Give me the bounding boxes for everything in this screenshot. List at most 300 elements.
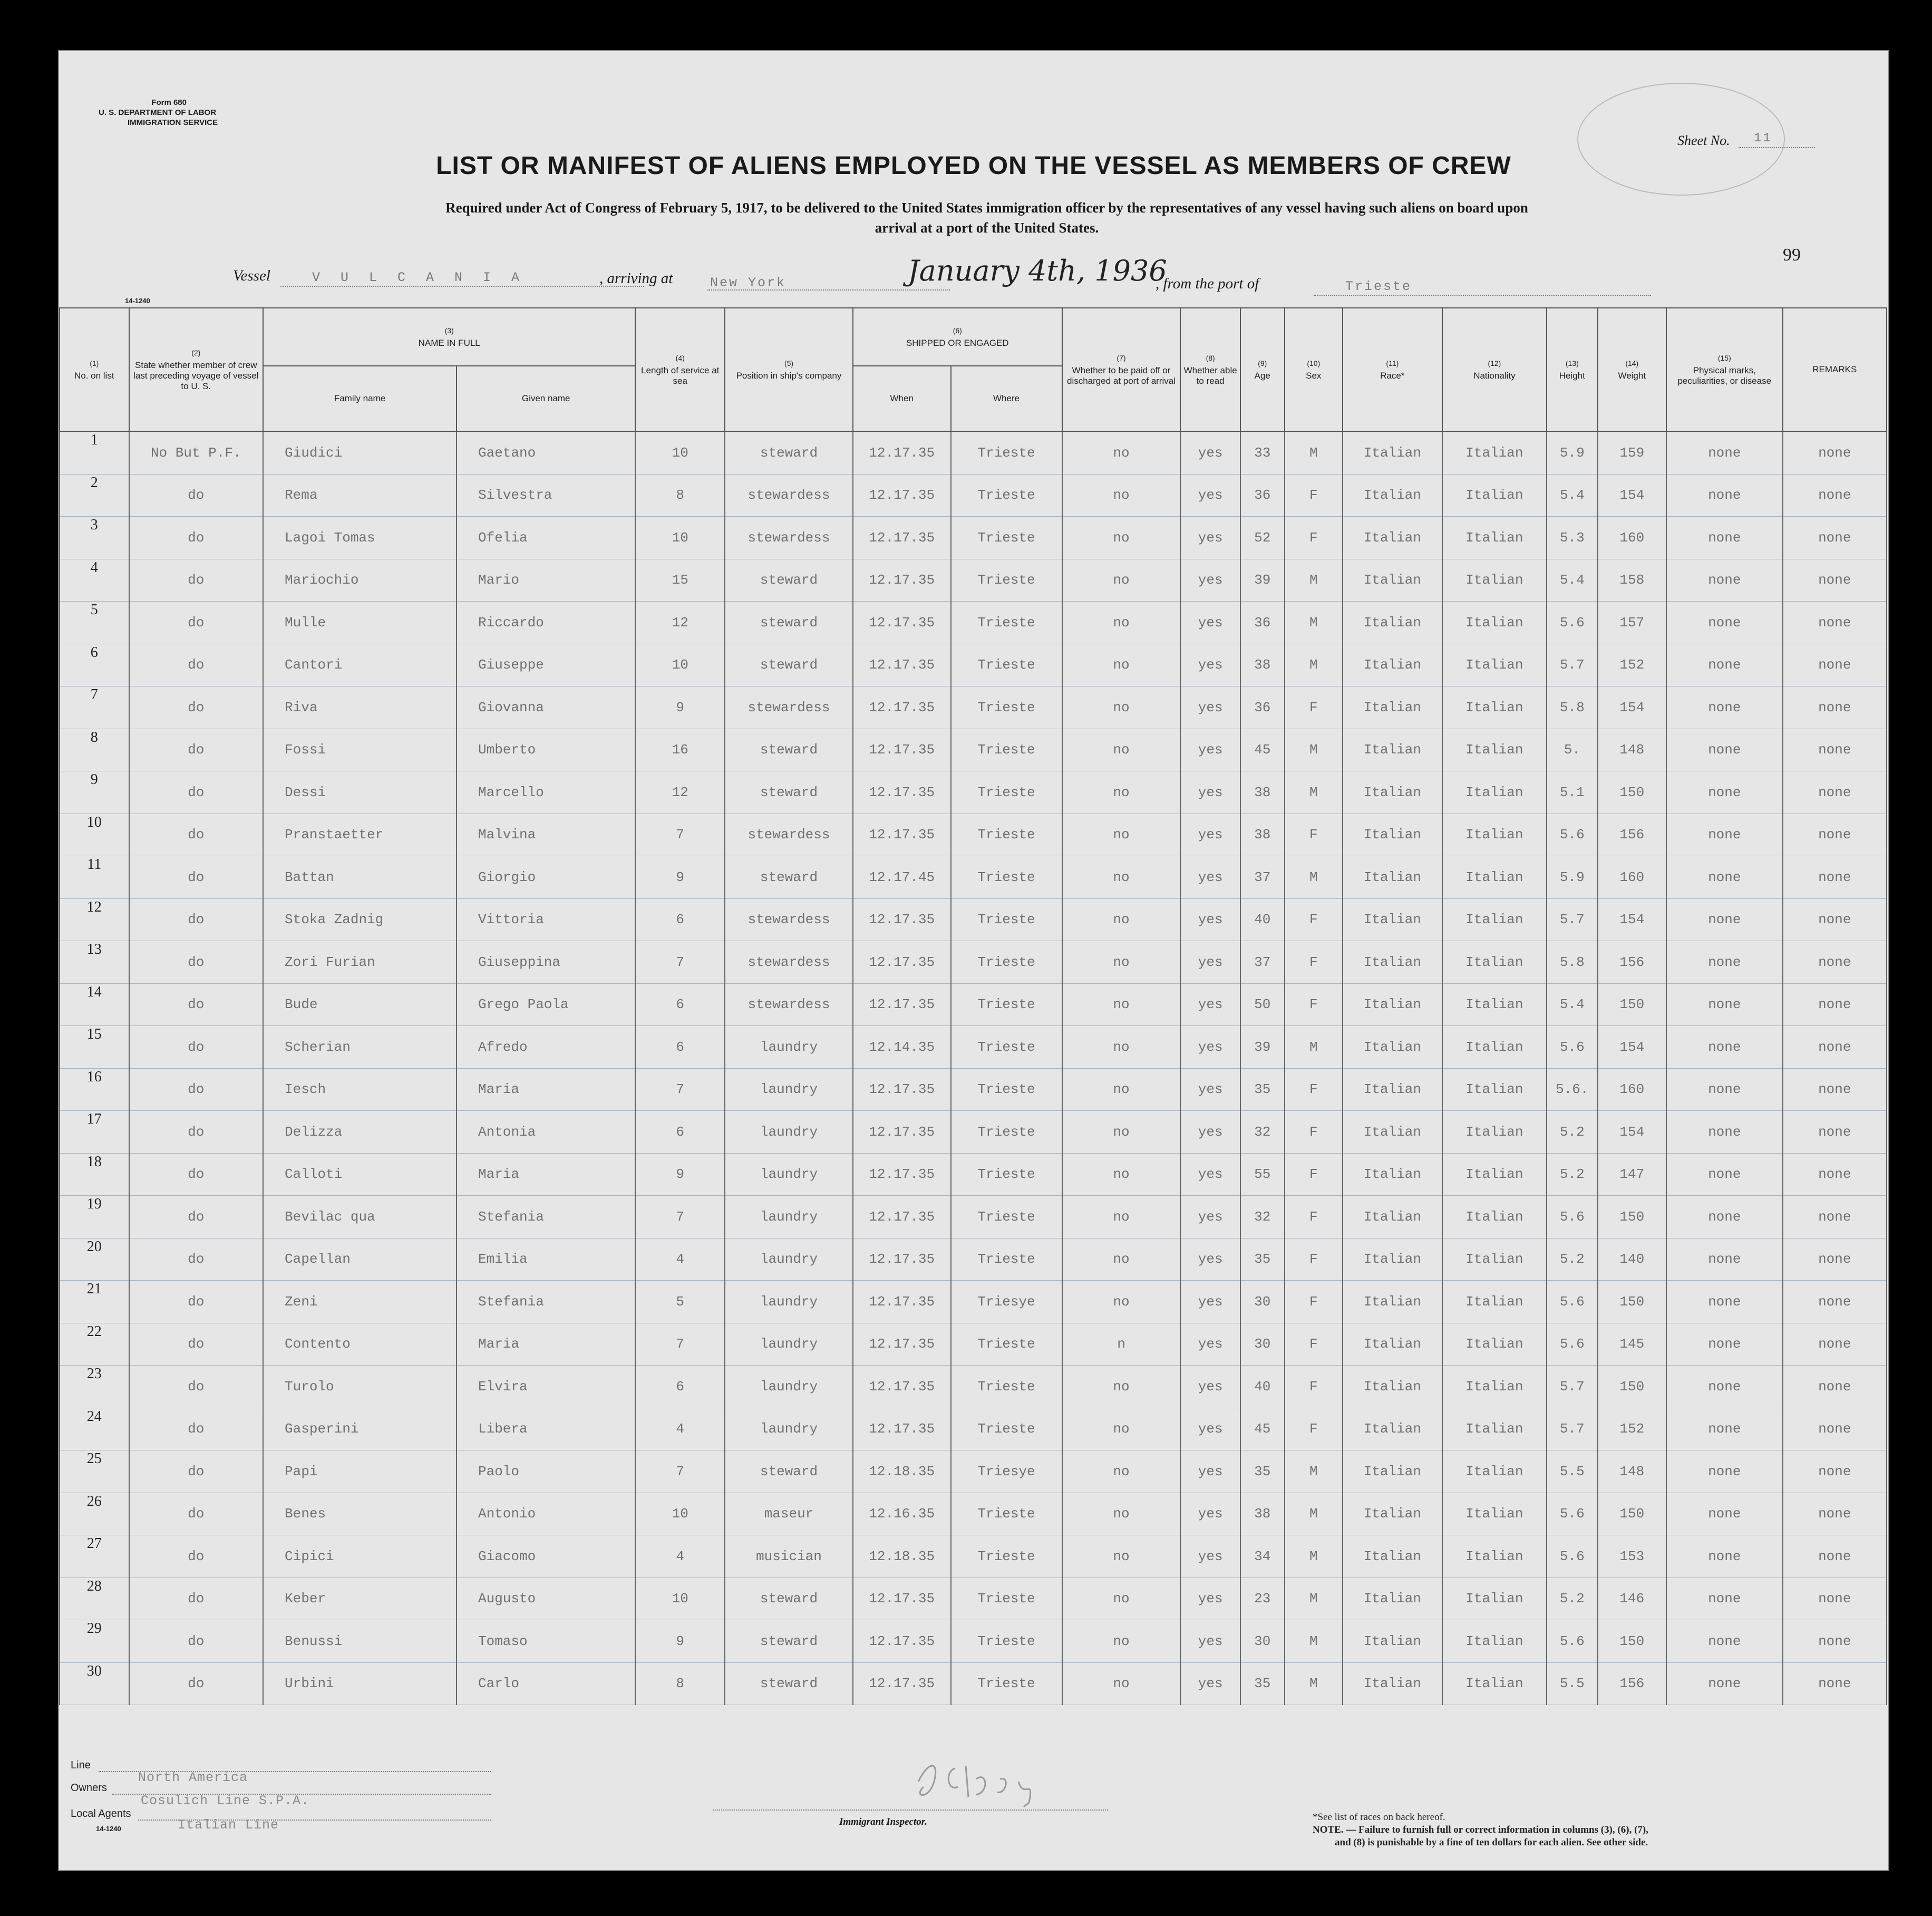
previous-voyage-cell: do [129,1323,264,1366]
physical-marks-cell: none [1666,1366,1783,1408]
position-cell: steward [725,1662,853,1705]
age-cell: 37 [1240,941,1285,984]
shipped-when-cell: 12.17.35 [853,474,951,517]
subtitle-line-2: arrival at a port of the United States. [875,220,1099,236]
sex-cell: M [1285,1662,1343,1705]
sex-cell: F [1285,898,1343,941]
row-number-cell: 17 [60,1111,129,1154]
age-cell: 35 [1240,1450,1285,1493]
row-number-cell: 29 [60,1620,129,1663]
row-number-cell: 3 [60,517,129,559]
row-number-cell: 6 [60,644,129,686]
arrival-date: January 4th, 1936 [908,254,1167,287]
table-row [60,559,1887,602]
family-name-cell: Capellan [263,1238,457,1281]
age-cell: 55 [1240,1153,1285,1196]
remarks-cell: none [1783,856,1887,899]
height-cell: 5.6 [1547,1196,1598,1238]
race-cell: Italian [1343,1578,1442,1620]
remarks-cell: none [1783,898,1887,941]
family-name-cell: Scherian [263,1026,457,1069]
length-of-service-cell: 10 [635,1578,725,1620]
position-cell: laundry [725,1153,853,1196]
shipped-where-cell: Trieste [951,1578,1062,1620]
age-cell: 36 [1240,474,1285,517]
given-name-cell: Stefania [457,1196,635,1238]
position-cell: stewardess [725,517,853,559]
paid-off-cell: no [1062,517,1181,559]
nationality-cell: Italian [1442,1408,1547,1450]
height-cell: 5.6 [1547,1535,1598,1578]
form-code-bottom: 14-1240 [96,1825,121,1833]
family-name-cell: Stoka Zadnig [263,898,457,941]
shipped-when-cell: 12.17.35 [853,1578,951,1620]
weight-cell: 148 [1598,1450,1666,1493]
previous-voyage-cell: do [129,1196,264,1238]
weight-cell: 152 [1598,1408,1666,1450]
able-to-read-cell: yes [1180,1281,1240,1323]
shipped-where-cell: Trieste [951,474,1062,517]
paid-off-cell: n [1062,1323,1181,1366]
sex-cell: M [1285,431,1343,474]
sheet-label: Sheet No. [1677,133,1730,148]
shipped-when-cell: 12.17.35 [853,729,951,771]
family-name-cell: Calloti [263,1153,457,1196]
previous-voyage-cell: do [129,898,264,941]
age-cell: 37 [1240,856,1285,899]
vessel-label: Vessel [233,267,270,284]
paid-off-cell: no [1062,814,1181,856]
nationality-cell: Italian [1442,856,1547,899]
nationality-cell: Italian [1442,983,1547,1026]
weight-cell: 154 [1598,1111,1666,1154]
row-number-cell: 4 [60,559,129,602]
race-cell: Italian [1343,602,1442,644]
able-to-read-cell: yes [1180,517,1240,559]
previous-voyage-cell: do [129,1366,264,1408]
previous-voyage-cell: do [129,1026,264,1069]
table-row [60,898,1887,941]
shipped-where-cell: Triesye [951,1281,1062,1323]
paid-off-cell: no [1062,559,1181,602]
length-of-service-cell: 6 [635,983,725,1026]
height-cell: 5.9 [1547,856,1598,899]
able-to-read-cell: yes [1180,1323,1240,1366]
shipped-where-cell: Trieste [951,856,1062,899]
shipped-when-cell: 12.17.35 [853,431,951,474]
weight-cell: 160 [1598,517,1666,559]
nationality-cell: Italian [1442,602,1547,644]
shipped-where-cell: Trieste [951,559,1062,602]
penalty-note-line-2: and (8) is punishable by a fine of ten dollars for each alien. See other side. [1335,1837,1648,1848]
table-row [60,771,1887,814]
previous-voyage-cell: do [129,1493,264,1535]
paid-off-cell: no [1062,644,1181,686]
length-of-service-cell: 10 [635,517,725,559]
able-to-read-cell: yes [1180,856,1240,899]
previous-voyage-cell: do [129,1238,264,1281]
age-cell: 38 [1240,644,1285,686]
header-shipped-or-engaged: (6) SHIPPED OR ENGAGED [853,308,1062,366]
row-number-cell: 16 [60,1068,129,1111]
nationality-cell: Italian [1442,686,1547,729]
position-cell: steward [725,644,853,686]
shipped-when-cell: 12.16.35 [853,1493,951,1535]
family-name-cell: Mariochio [263,559,457,602]
position-cell: steward [725,771,853,814]
race-cell: Italian [1343,1323,1442,1366]
previous-voyage-cell: do [129,771,264,814]
race-cell: Italian [1343,856,1442,899]
remarks-cell: none [1783,1493,1887,1535]
family-name-cell: Contento [263,1323,457,1366]
previous-voyage-cell: do [129,517,264,559]
given-name-cell: Giuseppina [457,941,635,984]
weight-cell: 150 [1598,1493,1666,1535]
able-to-read-cell: yes [1180,1662,1240,1705]
shipped-when-cell: 12.17.35 [853,983,951,1026]
age-cell: 36 [1240,686,1285,729]
given-name-cell: Afredo [457,1026,635,1069]
shipped-when-cell: 12.17.35 [853,1408,951,1450]
nationality-cell: Italian [1442,1366,1547,1408]
height-cell: 5.3 [1547,517,1598,559]
family-name-cell: Benes [263,1493,457,1535]
able-to-read-cell: yes [1180,814,1240,856]
remarks-cell: none [1783,941,1887,984]
table-row [60,1026,1887,1069]
given-name-cell: Vittoria [457,898,635,941]
weight-cell: 160 [1598,856,1666,899]
race-cell: Italian [1343,559,1442,602]
paid-off-cell: no [1062,1578,1181,1620]
shipped-where-cell: Trieste [951,729,1062,771]
race-cell: Italian [1343,1493,1442,1535]
family-name-cell: Bude [263,983,457,1026]
race-cell: Italian [1343,729,1442,771]
age-cell: 30 [1240,1620,1285,1663]
previous-voyage-cell: do [129,1450,264,1493]
position-cell: laundry [725,1238,853,1281]
table-row [60,856,1887,899]
header-height: (13) Height [1547,308,1598,431]
paid-off-cell: no [1062,1068,1181,1111]
previous-voyage-cell: do [129,941,264,984]
weight-cell: 146 [1598,1578,1666,1620]
length-of-service-cell: 7 [635,1196,725,1238]
header-previous-voyage: (2) State whether member of crew last preceding voyage of vessel to U. S. [129,308,264,431]
family-name-cell: Delizza [263,1111,457,1154]
row-number-cell: 8 [60,729,129,771]
previous-voyage-cell: do [129,559,264,602]
table-row [60,644,1887,686]
header-able-to-read: (8) Whether able to read [1180,308,1240,431]
race-cell: Italian [1343,1535,1442,1578]
length-of-service-cell: 6 [635,1026,725,1069]
age-cell: 40 [1240,898,1285,941]
given-name-cell: Stefania [457,1281,635,1323]
family-name-cell: Battan [263,856,457,899]
race-cell: Italian [1343,1408,1442,1450]
given-name-cell: Maria [457,1323,635,1366]
shipped-where-cell: Trieste [951,1366,1062,1408]
shipped-where-cell: Trieste [951,1111,1062,1154]
row-number-cell: 7 [60,686,129,729]
length-of-service-cell: 7 [635,1323,725,1366]
shipped-when-cell: 12.17.35 [853,941,951,984]
inspector-label: Immigrant Inspector. [839,1816,927,1827]
race-cell: Italian [1343,941,1442,984]
given-name-cell: Gaetano [457,431,635,474]
remarks-cell: none [1783,559,1887,602]
shipped-when-cell: 12.18.35 [853,1450,951,1493]
remarks-cell: none [1783,771,1887,814]
able-to-read-cell: yes [1180,1026,1240,1069]
race-cell: Italian [1343,1662,1442,1705]
sex-cell: M [1285,1493,1343,1535]
paid-off-cell: no [1062,602,1181,644]
height-cell: 5.5 [1547,1450,1598,1493]
shipped-when-cell: 12.17.35 [853,898,951,941]
nationality-cell: Italian [1442,644,1547,686]
position-cell: stewardess [725,814,853,856]
height-cell: 5.6 [1547,814,1598,856]
header-sex: (10) Sex [1285,308,1343,431]
shipped-when-cell: 12.17.35 [853,559,951,602]
height-cell: 5.7 [1547,1408,1598,1450]
nationality-cell: Italian [1442,1662,1547,1705]
shipped-when-cell: 12.17.35 [853,1662,951,1705]
able-to-read-cell: yes [1180,474,1240,517]
weight-cell: 150 [1598,1196,1666,1238]
nationality-cell: Italian [1442,431,1547,474]
age-cell: 35 [1240,1238,1285,1281]
header-where: Where [951,366,1062,431]
paid-off-cell: no [1062,941,1181,984]
agents-value: Italian Line [178,1817,279,1833]
table-row [60,1620,1887,1663]
nationality-cell: Italian [1442,1196,1547,1238]
shipped-when-cell: 12.17.35 [853,814,951,856]
row-number-cell: 9 [60,771,129,814]
weight-cell: 150 [1598,771,1666,814]
position-cell: steward [725,856,853,899]
weight-cell: 150 [1598,1620,1666,1663]
race-cell: Italian [1343,1450,1442,1493]
paid-off-cell: no [1062,1493,1181,1535]
able-to-read-cell: yes [1180,431,1240,474]
shipped-where-cell: Trieste [951,1068,1062,1111]
position-cell: steward [725,431,853,474]
length-of-service-cell: 7 [635,1068,725,1111]
shipped-when-cell: 12.18.35 [853,1535,951,1578]
physical-marks-cell: none [1666,1196,1783,1238]
physical-marks-cell: none [1666,814,1783,856]
able-to-read-cell: yes [1180,644,1240,686]
sex-cell: F [1285,941,1343,984]
position-cell: maseur [725,1493,853,1535]
shipped-where-cell: Trieste [951,1026,1062,1069]
shipped-where-cell: Trieste [951,771,1062,814]
nationality-cell: Italian [1442,1026,1547,1069]
able-to-read-cell: yes [1180,1450,1240,1493]
row-number-cell: 2 [60,474,129,517]
length-of-service-cell: 6 [635,1111,725,1154]
sex-cell: M [1285,856,1343,899]
height-cell: 5.6. [1547,1068,1598,1111]
physical-marks-cell: none [1666,602,1783,644]
height-cell: 5. [1547,729,1598,771]
previous-voyage-cell: do [129,1408,264,1450]
sex-cell: M [1285,771,1343,814]
weight-cell: 150 [1598,1366,1666,1408]
header-race: (11) Race* [1343,308,1442,431]
nationality-cell: Italian [1442,474,1547,517]
physical-marks-cell: none [1666,1068,1783,1111]
height-cell: 5.9 [1547,431,1598,474]
table-row [60,1535,1887,1578]
race-cell: Italian [1343,644,1442,686]
table-row [60,686,1887,729]
nationality-cell: Italian [1442,1238,1547,1281]
age-cell: 45 [1240,1408,1285,1450]
length-of-service-cell: 9 [635,1620,725,1663]
weight-cell: 156 [1598,941,1666,984]
position-cell: steward [725,602,853,644]
remarks-cell: none [1783,517,1887,559]
header-length-of-service: (4) Length of service at sea [635,308,725,431]
nationality-cell: Italian [1442,1620,1547,1663]
race-cell: Italian [1343,1026,1442,1069]
penalty-note-line-1: NOTE. — Failure to furnish full or correct information in columns (3), (6), (7), [1313,1824,1648,1835]
nationality-cell: Italian [1442,1535,1547,1578]
row-number-cell: 25 [60,1450,129,1493]
length-of-service-cell: 12 [635,771,725,814]
height-cell: 5.7 [1547,898,1598,941]
remarks-cell: none [1783,1111,1887,1154]
shipped-when-cell: 12.17.35 [853,644,951,686]
given-name-cell: Giovanna [457,686,635,729]
table-row [60,1238,1887,1281]
race-cell: Italian [1343,1153,1442,1196]
manifest-sheet [58,50,1889,1871]
shipped-when-cell: 12.17.35 [853,1196,951,1238]
nationality-cell: Italian [1442,898,1547,941]
shipped-where-cell: Trieste [951,1493,1062,1535]
row-number-cell: 26 [60,1493,129,1535]
previous-voyage-cell: do [129,602,264,644]
race-cell: Italian [1343,1196,1442,1238]
shipped-when-cell: 12.17.45 [853,856,951,899]
race-note: *See list of races on back hereof. [1313,1812,1445,1823]
family-name-cell: Papi [263,1450,457,1493]
able-to-read-cell: yes [1180,1153,1240,1196]
length-of-service-cell: 10 [635,1493,725,1535]
remarks-cell: none [1783,1535,1887,1578]
length-of-service-cell: 12 [635,602,725,644]
length-of-service-cell: 10 [635,431,725,474]
nationality-cell: Italian [1442,1578,1547,1620]
physical-marks-cell: none [1666,1493,1783,1535]
form-code-top: 14-1240 [125,297,150,305]
header-when: When [853,366,951,431]
weight-cell: 147 [1598,1153,1666,1196]
remarks-cell: none [1783,814,1887,856]
family-name-cell: Turolo [263,1366,457,1408]
family-name-cell: Dessi [263,771,457,814]
age-cell: 38 [1240,771,1285,814]
height-cell: 5.4 [1547,559,1598,602]
paid-off-cell: no [1062,771,1181,814]
age-cell: 38 [1240,1493,1285,1535]
able-to-read-cell: yes [1180,983,1240,1026]
sex-cell: M [1285,1450,1343,1493]
remarks-cell: none [1783,1450,1887,1493]
length-of-service-cell: 9 [635,856,725,899]
paid-off-cell: no [1062,1366,1181,1408]
shipped-where-cell: Trieste [951,1196,1062,1238]
previous-voyage-cell: do [129,474,264,517]
family-name-cell: Urbini [263,1662,457,1705]
header-remarks: REMARKS [1783,308,1887,431]
weight-cell: 148 [1598,729,1666,771]
paid-off-cell: no [1062,1450,1181,1493]
given-name-cell: Marcello [457,771,635,814]
height-cell: 5.6 [1547,1281,1598,1323]
height-cell: 5.2 [1547,1153,1598,1196]
family-name-cell: Zori Furian [263,941,457,984]
shipped-when-cell: 12.17.35 [853,602,951,644]
able-to-read-cell: yes [1180,1068,1240,1111]
shipped-where-cell: Trieste [951,1408,1062,1450]
length-of-service-cell: 7 [635,1450,725,1493]
row-number-cell: 18 [60,1153,129,1196]
length-of-service-cell: 6 [635,898,725,941]
previous-voyage-cell: do [129,729,264,771]
row-number-cell: 19 [60,1196,129,1238]
given-name-cell: Maria [457,1153,635,1196]
able-to-read-cell: yes [1180,686,1240,729]
shipped-where-cell: Trieste [951,941,1062,984]
remarks-cell: none [1783,983,1887,1026]
position-cell: laundry [725,1323,853,1366]
shipped-when-cell: 12.17.35 [853,1238,951,1281]
family-name-cell: Cipici [263,1535,457,1578]
row-number-cell: 13 [60,941,129,984]
position-cell: laundry [725,1111,853,1154]
owners-value: Cosulich Line S.P.A. [141,1793,310,1808]
given-name-cell: Elvira [457,1366,635,1408]
remarks-cell: none [1783,1238,1887,1281]
family-name-cell: Riva [263,686,457,729]
remarks-cell: none [1783,1408,1887,1450]
race-cell: Italian [1343,474,1442,517]
line-value: North America [138,1770,248,1785]
previous-voyage-cell: do [129,814,264,856]
age-cell: 30 [1240,1281,1285,1323]
previous-voyage-cell: do [129,1153,264,1196]
sex-cell: M [1285,1026,1343,1069]
length-of-service-cell: 4 [635,1408,725,1450]
row-number-cell: 28 [60,1578,129,1620]
previous-voyage-cell: do [129,1111,264,1154]
family-name-cell: Gasperini [263,1408,457,1450]
table-row [60,1366,1887,1408]
race-cell: Italian [1343,814,1442,856]
physical-marks-cell: none [1666,1111,1783,1154]
header-weight: (14) Weight [1598,308,1666,431]
sex-cell: M [1285,1620,1343,1663]
